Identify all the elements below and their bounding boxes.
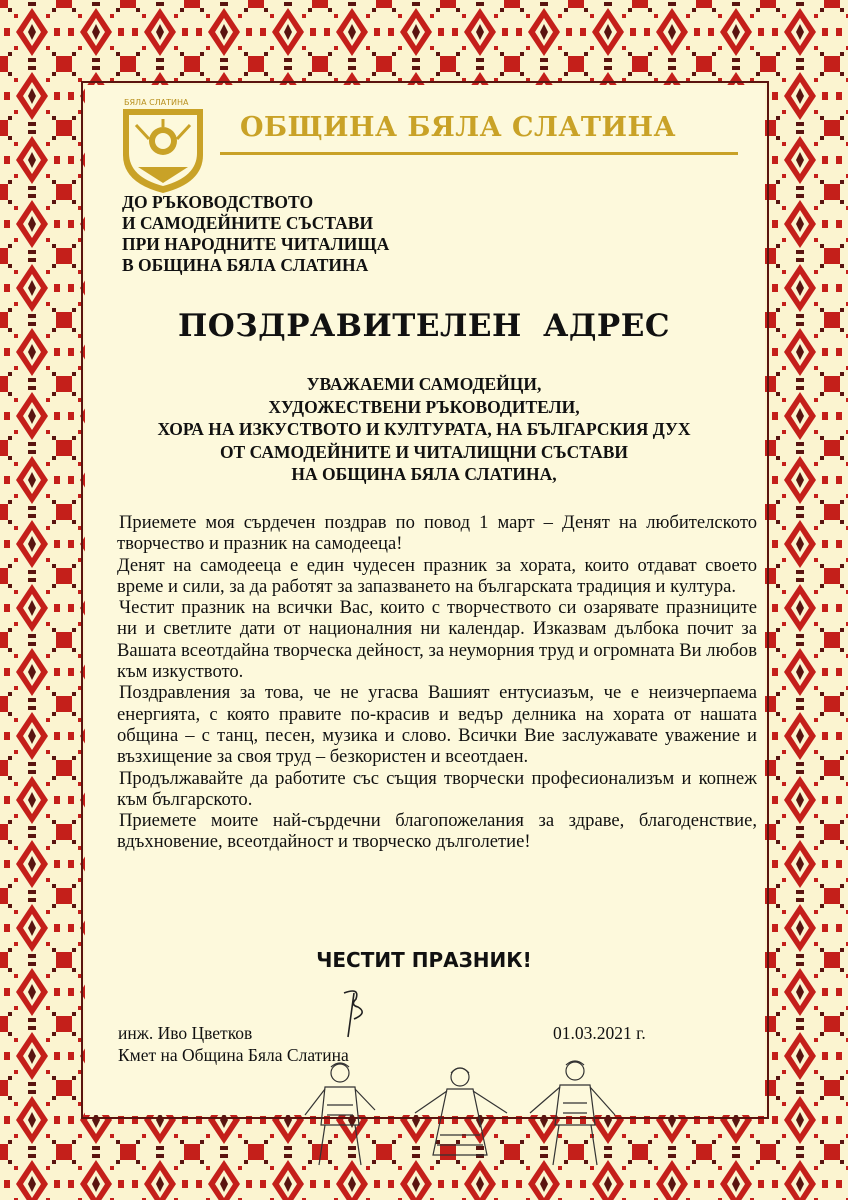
municipality-name: ОБЩИНА БЯЛА СЛАТИНА	[240, 112, 677, 143]
closing-greeting: ЧЕСТИТ ПРАЗНИК!	[316, 948, 532, 972]
body-paragraph: Приемете моите най-сърдечни благопожелания за здраве, благоденствие, вдъхновение, всеотдайност и творческо дълголетие!	[117, 810, 757, 853]
gold-divider	[220, 152, 738, 155]
body-paragraph: Приемете моя сърдечен поздрав по повод 1 март – Денят на любителското творчество и празник на самодееца!	[117, 512, 757, 555]
municipality-logo	[118, 95, 208, 195]
document-title: ПОЗДРАВИТЕЛЕН АДРЕС	[178, 308, 670, 344]
letter-date: 01.03.2021 г.	[553, 1023, 646, 1043]
salutation-block	[90, 373, 758, 486]
addressee-line: В ОБЩИНА БЯЛА СЛАТИНА	[122, 255, 369, 275]
salutation-line: ОТ САМОДЕЙНИТЕ И ЧИТАЛИЩНИ СЪСТАВИ	[219, 441, 629, 462]
salutation-line: УВАЖАЕМИ САМОДЕЙЦИ,	[306, 374, 542, 394]
body-paragraph: Денят на самодееца е един чудесен празник за хората, които отдават своето време и сили, за да работят за запазването на българската традиция и култура.	[117, 554, 757, 597]
addressee-line: И САМОДЕЙНИТЕ СЪСТАВИ	[122, 213, 374, 233]
addressee-block	[122, 192, 389, 276]
salutation-line: ХУДОЖЕСТВЕНИ РЪКОВОДИТЕЛИ,	[268, 396, 580, 417]
addressee-line: ДО РЪКОВОДСТВОТО	[122, 192, 314, 212]
handwritten-signature	[330, 985, 380, 1045]
letter-body	[117, 512, 757, 853]
body-paragraph: Честит празник на всички Вас, които с творчеството си озарявате празниците ни и светлите дати от националния ни календар. Изказвам дълбока почит за Вашата всеотдайна творческа дейност, за неуморния труд и огромната Ви любов към изкуството.	[117, 597, 757, 683]
signatory-role: Кмет на Община Бяла Слатина	[118, 1045, 349, 1065]
signatory-name: инж. Иво Цветков	[118, 1023, 253, 1043]
body-paragraph: Поздравления за това, че не угасва Вашият ентусиазъм, че е неизчерпаема енергията, с която правите по-красив и ведър делника на хората от нашата община – с танц, песен, музика и слово. Всички Вие заслужавате уважение и възхищение за своя труд – безкористен и всеотдаен.	[117, 682, 757, 768]
body-paragraph: Продължавайте да работите със същия творчески професионализъм и копнеж към българското.	[117, 767, 757, 810]
salutation-line: ХОРА НА ИЗКУСТВОТО И КУЛТУРАТА, НА БЪЛГАРСКИЯ ДУХ	[157, 419, 691, 439]
salutation-line: НА ОБЩИНА БЯЛА СЛАТИНА,	[291, 464, 557, 484]
addressee-line: ПРИ НАРОДНИТЕ ЧИТАЛИЩА	[122, 234, 390, 254]
folk-dancers-illustration	[275, 1055, 650, 1180]
logo-text: БЯЛА СЛАТИНА	[124, 98, 189, 107]
